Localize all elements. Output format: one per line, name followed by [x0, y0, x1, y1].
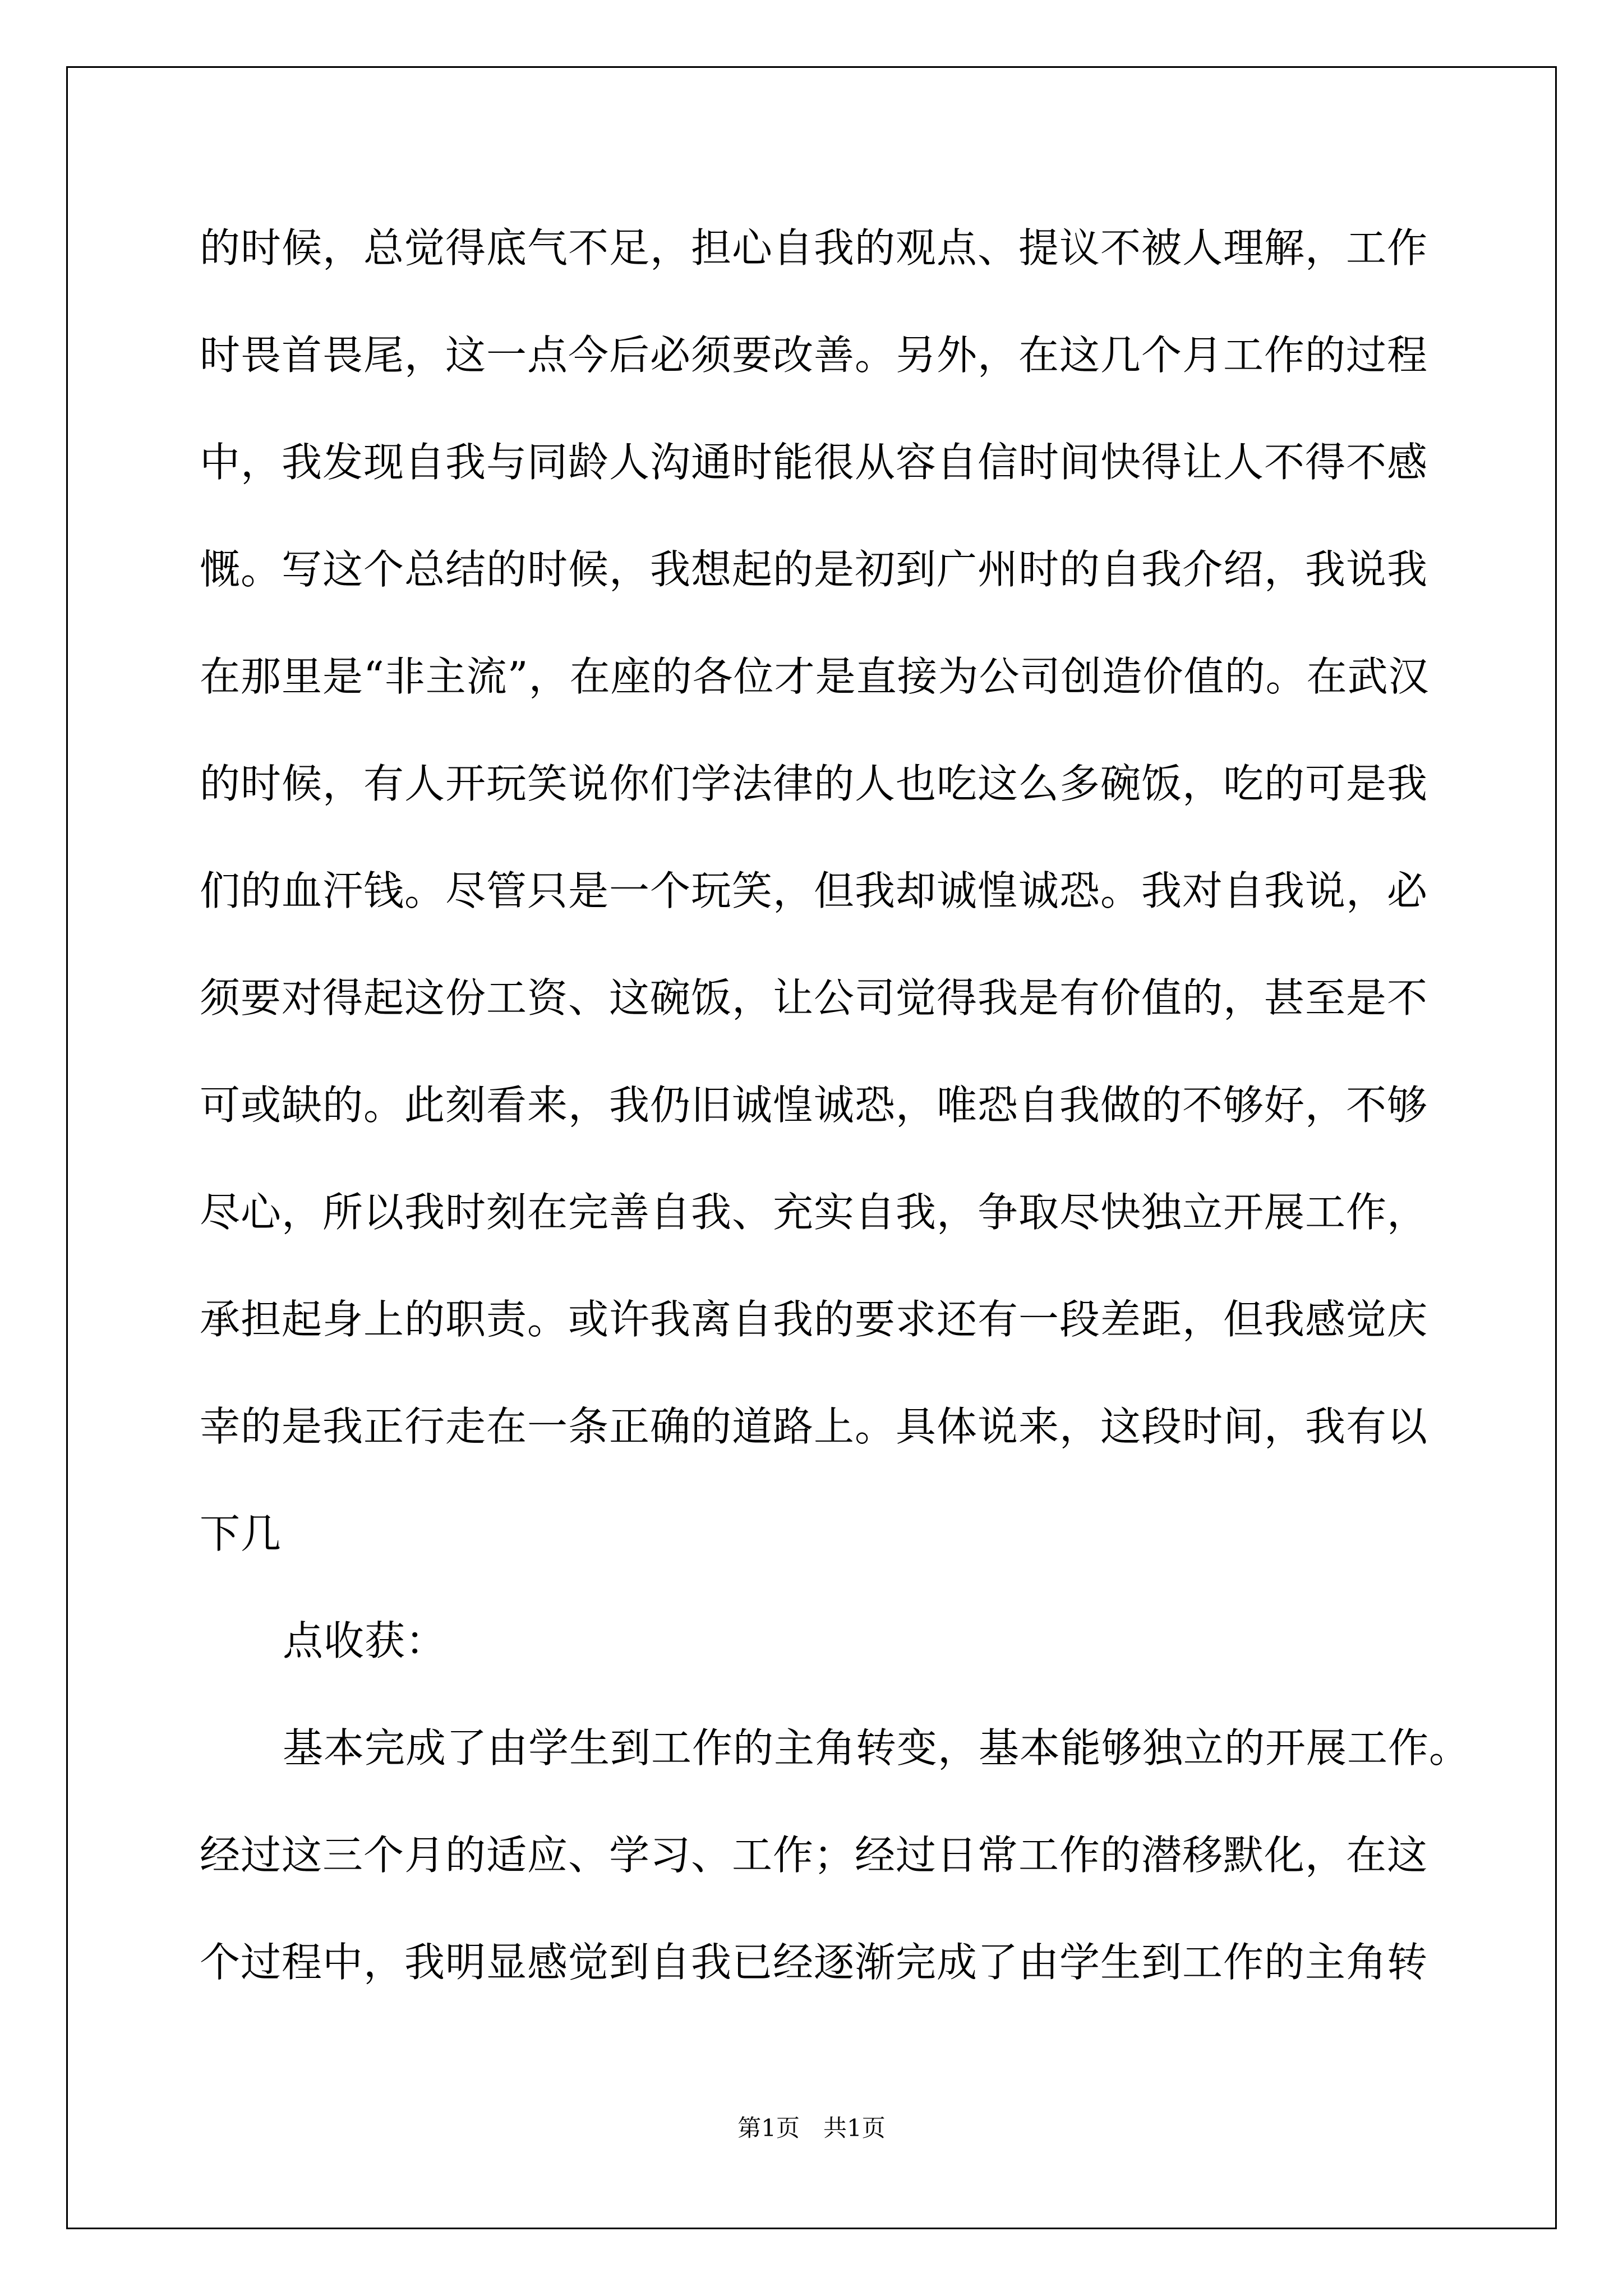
text-line: 们的血汗钱。尽管只是一个玩笑，但我却诚惶诚恐。我对自我说，必 [200, 867, 1428, 914]
text-line: 点收获： [283, 1617, 447, 1664]
text-line: 个过程中，我明显感觉到自我已经逐渐完成了由学生到工作的主角转 [200, 1939, 1428, 1986]
page-border [66, 66, 1557, 2229]
text-line: 须要对得起这份工资、这碗饭，让公司觉得我是有价值的，甚至是不 [200, 974, 1428, 1022]
text-line: 在那里是“非主流”，在座的各位才是直接为公司创造价值的。在武汉 [200, 653, 1430, 700]
text-line: 基本完成了由学生到工作的主角转变，基本能够独立的开展工作。 [283, 1724, 1470, 1772]
text-line: 时畏首畏尾，这一点今后必须要改善。另外，在这几个月工作的过程 [200, 332, 1428, 379]
text-line: 经过这三个月的适应、学习、工作；经过日常工作的潜移默化，在这 [200, 1832, 1428, 1879]
text-line: 尽心，所以我时刻在完善自我、充实自我，争取尽快独立开展工作， [200, 1189, 1428, 1236]
text-line: 的时候，有人开玩笑说你们学法律的人也吃这么多碗饭，吃的可是我 [200, 760, 1428, 807]
text-line: 慨。写这个总结的时候，我想起的是初到广州时的自我介绍，我说我 [200, 546, 1428, 593]
text-line: 的时候，总觉得底气不足，担心自我的观点、提议不被人理解，工作 [200, 224, 1428, 272]
text-line: 下几 [200, 1510, 282, 1557]
text-line: 幸的是我正行走在一条正确的道路上。具体说来，这段时间，我有以 [200, 1403, 1428, 1450]
text-line: 承担起身上的职责。或许我离自我的要求还有一段差距，但我感觉庆 [200, 1296, 1428, 1343]
page-footer: 第1页 共1页 [737, 2114, 886, 2142]
text-line: 可或缺的。此刻看来，我仍旧诚惶诚恐，唯恐自我做的不够好，不够 [200, 1082, 1428, 1129]
text-line: 中，我发现自我与同龄人沟通时能很从容自信时间快得让人不得不感 [200, 439, 1428, 486]
